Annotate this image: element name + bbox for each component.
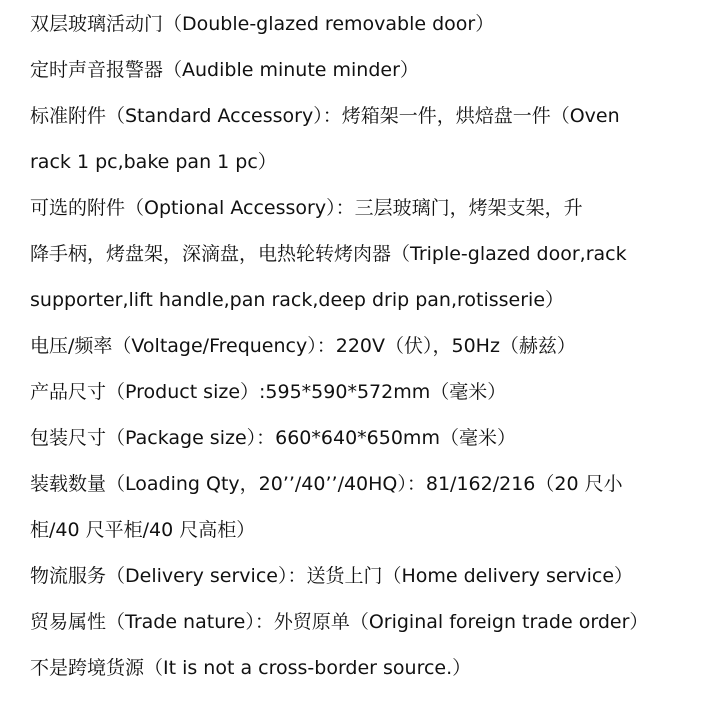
spec-line-product-size: 产品尺寸（Product size）:595*590*572mm（毫米） [30,381,507,403]
spec-line-package-size: 包装尺寸（Package size）：660*640*650mm（毫米） [30,427,516,449]
spec-line-standard-accessory-cont: rack 1 pc,bake pan 1 pc） [30,151,277,173]
spec-line-standard-accessory: 标准附件（Standard Accessory）：烤箱架一件，烘焙盘一件（Oven [30,105,620,127]
spec-line-optional-accessory-cont-2: supporter,lift handle,pan rack,deep drip pan,rotisserie） [30,289,565,311]
spec-line-trade-nature: 贸易属性（Trade nature）：外贸原单（Original foreign trade order） [30,611,649,633]
spec-line-optional-accessory: 可选的附件（Optional Accessory）：三层玻璃门，烤架支架，升 [30,197,583,219]
spec-line-loading-qty: 装载数量（Loading Qty，20’’/40’’/40HQ）：81/162/216（20 尺小 [30,473,623,495]
spec-line-door: 双层玻璃活动门（Double-glazed removable door） [30,13,495,35]
spec-line-source: 不是跨境货源（It is not a cross-border source.） [30,657,472,679]
document-body [0,1,709,701]
spec-line-optional-accessory-cont-1: 降手柄，烤盘架，深滴盘，电热轮转烤肉器（Triple-glazed door,rack [30,243,627,265]
spec-line-minute-minder: 定时声音报警器（Audible minute minder） [30,59,419,81]
spec-line-loading-qty-cont: 柜/40 尺平柜/40 尺高柜） [30,519,256,541]
spec-line-voltage-frequency: 电压/频率（Voltage/Frequency）：220V（伏），50Hz（赫兹） [30,335,576,357]
spec-line-delivery-service: 物流服务（Delivery service）：送货上门（Home delivery service） [30,565,634,587]
